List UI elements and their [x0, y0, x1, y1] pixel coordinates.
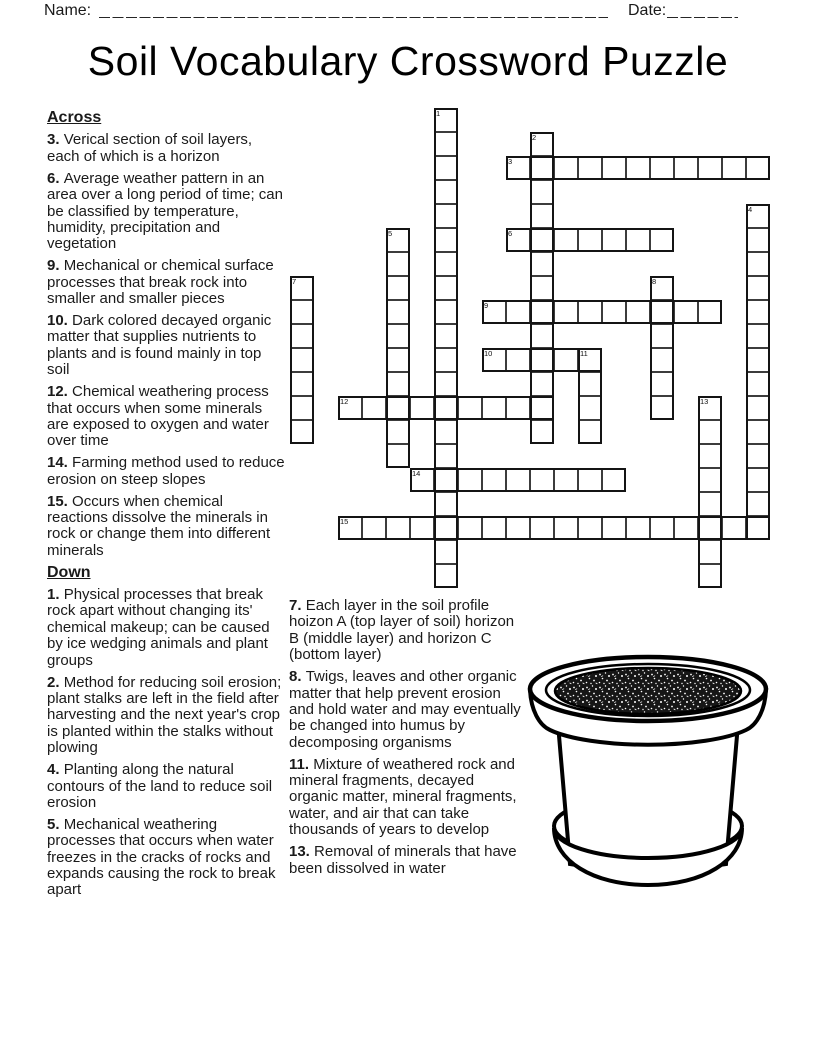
- grid-cell[interactable]: [674, 156, 698, 180]
- grid-cell[interactable]: [530, 324, 554, 348]
- grid-cell-number: 10: [484, 348, 493, 358]
- grid-cell[interactable]: [650, 396, 674, 420]
- grid-cell[interactable]: [626, 516, 650, 540]
- grid-cell[interactable]: [650, 372, 674, 396]
- grid-cell[interactable]: [578, 300, 602, 324]
- grid-cell[interactable]: [698, 468, 722, 492]
- grid-cell[interactable]: [530, 300, 554, 324]
- grid-cell[interactable]: [290, 396, 314, 420]
- grid-cell[interactable]: [746, 444, 770, 468]
- clue-number: 4.: [47, 761, 64, 779]
- grid-cell[interactable]: [746, 156, 770, 180]
- grid-cell[interactable]: [338, 396, 362, 420]
- clue-text: Occurs when chemical reactions dissolve the minerals in rock or change them into different minerals: [47, 492, 271, 559]
- grid-cell[interactable]: [722, 156, 746, 180]
- grid-cell[interactable]: [602, 516, 626, 540]
- grid-cell-number: 9: [484, 300, 489, 310]
- grid-cell[interactable]: [386, 516, 410, 540]
- clue-text: Physical processes that break rock apart without changing its' chemical makeup; can be caused by ice wedging animals and plant groups: [47, 586, 270, 669]
- clue-item: [47, 762, 285, 811]
- grid-cell[interactable]: [650, 516, 674, 540]
- grid-cell[interactable]: [602, 156, 626, 180]
- grid-cell[interactable]: [386, 444, 410, 468]
- down-clue-list-right: [289, 598, 521, 877]
- clue-number: 11.: [289, 755, 314, 773]
- down-clue-list-left: [47, 587, 285, 899]
- clue-text: Mechanical or chemical surface processes that break rock into smaller and smaller pieces: [47, 257, 274, 308]
- grid-cell[interactable]: [434, 396, 458, 420]
- grid-cell[interactable]: [698, 540, 722, 564]
- clue-item: [47, 455, 285, 488]
- clue-text: Verical section of soil layers, each of which is a horizon: [47, 131, 253, 165]
- grid-cell[interactable]: [530, 180, 554, 204]
- grid-cell[interactable]: [506, 516, 530, 540]
- grid-cell[interactable]: [530, 372, 554, 396]
- clue-number: 3.: [47, 131, 64, 149]
- clue-text: Planting along the natural contours of the land to reduce soil erosion: [47, 761, 273, 811]
- grid-cell[interactable]: [506, 228, 530, 252]
- clue-number: 2.: [47, 673, 64, 691]
- name-label: Name:: [44, 2, 92, 19]
- grid-cell[interactable]: [434, 108, 458, 132]
- grid-cell-number: 13: [700, 396, 709, 406]
- grid-cell[interactable]: [746, 276, 770, 300]
- clue-number: 10.: [47, 311, 73, 329]
- grid-cell-number: 3: [508, 156, 513, 166]
- grid-cell[interactable]: [554, 156, 578, 180]
- grid-cell[interactable]: [650, 324, 674, 348]
- grid-cell[interactable]: [386, 228, 410, 252]
- grid-cell[interactable]: [434, 300, 458, 324]
- clue-item: [47, 132, 285, 165]
- clue-number: 15.: [47, 492, 73, 510]
- grid-cell[interactable]: [434, 276, 458, 300]
- grid-cell[interactable]: [362, 396, 386, 420]
- grid-cell[interactable]: [530, 276, 554, 300]
- grid-cell[interactable]: [578, 228, 602, 252]
- across-heading: Across: [47, 109, 102, 126]
- grid-cell[interactable]: [290, 372, 314, 396]
- middle-clue-column: [289, 598, 521, 883]
- grid-cell-number: 4: [748, 204, 753, 214]
- grid-cell[interactable]: [530, 156, 554, 180]
- grid-cell[interactable]: [746, 300, 770, 324]
- grid-cell[interactable]: [482, 516, 506, 540]
- grid-cell[interactable]: [434, 444, 458, 468]
- grid-cell[interactable]: [602, 468, 626, 492]
- clue-number: 7.: [289, 597, 306, 614]
- grid-cell[interactable]: [650, 348, 674, 372]
- grid-cell[interactable]: [698, 156, 722, 180]
- grid-cell[interactable]: [746, 204, 770, 228]
- grid-cell[interactable]: [290, 420, 314, 444]
- grid-cell[interactable]: [434, 564, 458, 588]
- down-heading: Down: [47, 563, 91, 581]
- grid-cell[interactable]: [554, 348, 578, 372]
- grid-cell[interactable]: [386, 276, 410, 300]
- grid-cell[interactable]: [434, 372, 458, 396]
- clue-item: [47, 384, 285, 450]
- grid-cell[interactable]: [458, 396, 482, 420]
- grid-cell[interactable]: [530, 132, 554, 156]
- clue-item: [289, 669, 521, 751]
- clue-text: Dark colored decayed organic matter that supplies nutrients to plants and is found mainly in top soil: [47, 311, 272, 379]
- grid-cell[interactable]: [290, 300, 314, 324]
- clue-item: [47, 817, 285, 899]
- grid-cell[interactable]: [602, 228, 626, 252]
- clue-text: Mixture of weathered rock and mineral fragments, decayed organic matter, mineral fragments, water, and air that can take thousands of years to develop: [289, 755, 517, 839]
- grid-cell[interactable]: [578, 396, 602, 420]
- grid-cell[interactable]: [722, 516, 746, 540]
- grid-cell[interactable]: [554, 468, 578, 492]
- grid-cell[interactable]: [338, 516, 362, 540]
- grid-cell[interactable]: [530, 396, 554, 420]
- clue-number: 13.: [289, 843, 315, 861]
- grid-cell-number: 15: [340, 516, 349, 526]
- grid-cell[interactable]: [554, 228, 578, 252]
- grid-cell[interactable]: [626, 156, 650, 180]
- grid-cell[interactable]: [434, 228, 458, 252]
- clue-item: [47, 675, 285, 757]
- grid-cell[interactable]: [530, 516, 554, 540]
- clue-text: Farming method used to reduce erosion on steep slopes: [47, 454, 285, 488]
- grid-cell[interactable]: [290, 276, 314, 300]
- grid-cell[interactable]: [434, 492, 458, 516]
- grid-cell[interactable]: [458, 516, 482, 540]
- page-title: Soil Vocabulary Crossword Puzzle: [87, 38, 729, 84]
- grid-cell[interactable]: [530, 420, 554, 444]
- flower-pot-illustration: [520, 646, 770, 893]
- grid-cell[interactable]: [434, 468, 458, 492]
- grid-cell[interactable]: [578, 516, 602, 540]
- grid-cell[interactable]: [410, 516, 434, 540]
- grid-cell[interactable]: [746, 492, 770, 516]
- grid-cell[interactable]: [698, 516, 722, 540]
- clue-item: [47, 494, 285, 560]
- grid-cell[interactable]: [698, 396, 722, 420]
- grid-cell[interactable]: [554, 516, 578, 540]
- grid-cell-number: 11: [580, 348, 588, 358]
- date-blank-line: [667, 1, 738, 18]
- grid-cell-number: 8: [652, 276, 657, 286]
- grid-cell[interactable]: [386, 348, 410, 372]
- grid-cell[interactable]: [530, 252, 554, 276]
- grid-cell[interactable]: [290, 348, 314, 372]
- grid-cell[interactable]: [530, 468, 554, 492]
- grid-cell[interactable]: [434, 348, 458, 372]
- grid-cell-number: 2: [532, 132, 537, 142]
- grid-cell[interactable]: [674, 300, 698, 324]
- grid-cell[interactable]: [434, 516, 458, 540]
- grid-cell[interactable]: [650, 300, 674, 324]
- clue-text: Twigs, leaves and other organic matter that help prevent erosion and hold water and may eventually be changed into humus by decomposing organisms: [289, 668, 521, 751]
- grid-cell[interactable]: [746, 468, 770, 492]
- clue-item: [289, 757, 521, 839]
- grid-cell[interactable]: [434, 420, 458, 444]
- grid-cell[interactable]: [434, 132, 458, 156]
- grid-cell[interactable]: [578, 420, 602, 444]
- clue-text: Method for reducing soil erosion; plant stalks are left in the field after harvesting and the next year's crop is planted within the stalks without plowing: [47, 673, 282, 757]
- grid-cell[interactable]: [674, 516, 698, 540]
- clue-item: [47, 313, 285, 379]
- grid-cell[interactable]: [578, 156, 602, 180]
- grid-cell[interactable]: [506, 468, 530, 492]
- grid-cell-number: 1: [436, 108, 441, 118]
- grid-cell[interactable]: [650, 228, 674, 252]
- grid-cell[interactable]: [482, 468, 506, 492]
- across-clue-list: [47, 132, 285, 559]
- grid-cell[interactable]: [698, 300, 722, 324]
- grid-cell[interactable]: [698, 420, 722, 444]
- grid-cell[interactable]: [650, 156, 674, 180]
- grid-cell[interactable]: [434, 252, 458, 276]
- clue-number: 6.: [47, 169, 64, 187]
- grid-cell[interactable]: [746, 396, 770, 420]
- grid-cell-number: 12: [340, 396, 349, 406]
- grid-cell[interactable]: [626, 300, 650, 324]
- grid-cell[interactable]: [290, 324, 314, 348]
- grid-cell-number: 6: [508, 228, 513, 238]
- grid-cell[interactable]: [698, 564, 722, 588]
- grid-cell[interactable]: [746, 516, 770, 540]
- grid-cell[interactable]: [362, 516, 386, 540]
- grid-cell[interactable]: [698, 444, 722, 468]
- grid-cell[interactable]: [482, 300, 506, 324]
- soil-surface: [555, 668, 741, 714]
- clue-item: [289, 598, 521, 664]
- clue-text: Average weather pattern in an area over a long period of time; can be classified by temperature, humidity, precipitation and vegetation: [47, 169, 283, 253]
- grid-cell[interactable]: [386, 420, 410, 444]
- grid-cell[interactable]: [434, 540, 458, 564]
- clue-text: Each layer in the soil profile hoizon A (top layer of soil) horizon B (middle layer) and horizon C (bottom layer): [289, 597, 515, 664]
- grid-cell[interactable]: [578, 468, 602, 492]
- grid-cell[interactable]: [434, 204, 458, 228]
- clue-number: 1.: [47, 586, 64, 604]
- clue-number: 5.: [47, 815, 64, 833]
- grid-cell[interactable]: [506, 348, 530, 372]
- grid-cell[interactable]: [434, 180, 458, 204]
- clue-text: Mechanical weathering processes that occurs when water freezes in the cracks of rocks and expands causing the rock to break apart: [47, 815, 276, 899]
- clue-number: 8.: [289, 668, 306, 686]
- date-label: Date:: [628, 2, 667, 19]
- clue-item: [289, 844, 521, 877]
- grid-cell[interactable]: [698, 492, 722, 516]
- grid-cell[interactable]: [602, 300, 626, 324]
- grid-cell[interactable]: [386, 324, 410, 348]
- grid-cell[interactable]: [530, 348, 554, 372]
- grid-cell[interactable]: [458, 468, 482, 492]
- grid-cell-number: 5: [388, 228, 393, 238]
- clue-number: 9.: [47, 257, 64, 275]
- left-clue-column: [47, 110, 285, 904]
- grid-cell[interactable]: [578, 348, 602, 372]
- grid-cell[interactable]: [410, 468, 434, 492]
- grid-cell[interactable]: [386, 372, 410, 396]
- name-blank-line: [99, 1, 608, 18]
- grid-cell[interactable]: [506, 156, 530, 180]
- grid-cell[interactable]: [386, 396, 410, 420]
- grid-cell[interactable]: [506, 396, 530, 420]
- grid-cell[interactable]: [578, 372, 602, 396]
- grid-cell[interactable]: [482, 396, 506, 420]
- grid-cell[interactable]: [746, 324, 770, 348]
- clue-item: [47, 258, 285, 307]
- grid-cell[interactable]: [434, 324, 458, 348]
- clue-text: Chemical weathering process that occurs when some minerals are exposed to oxygen and water over time: [47, 383, 269, 450]
- grid-cell[interactable]: [746, 228, 770, 252]
- grid-cell[interactable]: [554, 300, 578, 324]
- grid-cell-number: 14: [412, 468, 421, 478]
- grid-cell[interactable]: [386, 252, 410, 276]
- grid-cell[interactable]: [746, 252, 770, 276]
- grid-cell[interactable]: [746, 420, 770, 444]
- clue-number: 12.: [47, 383, 73, 401]
- grid-cell[interactable]: [626, 228, 650, 252]
- crossword-grid: [290, 108, 770, 588]
- grid-cell[interactable]: [650, 276, 674, 300]
- grid-cell[interactable]: [434, 156, 458, 180]
- clue-item: [47, 171, 285, 253]
- grid-cell[interactable]: [506, 300, 530, 324]
- grid-cell[interactable]: [410, 396, 434, 420]
- clue-number: 14.: [47, 454, 73, 472]
- clue-item: [47, 587, 285, 669]
- grid-cell[interactable]: [530, 228, 554, 252]
- grid-cell[interactable]: [746, 348, 770, 372]
- grid-cell[interactable]: [386, 300, 410, 324]
- grid-cell[interactable]: [530, 204, 554, 228]
- grid-cell[interactable]: [482, 348, 506, 372]
- grid-cell-number: 7: [292, 276, 297, 286]
- grid-cell[interactable]: [746, 372, 770, 396]
- clue-text: Removal of minerals that have been dissolved in water: [289, 843, 517, 877]
